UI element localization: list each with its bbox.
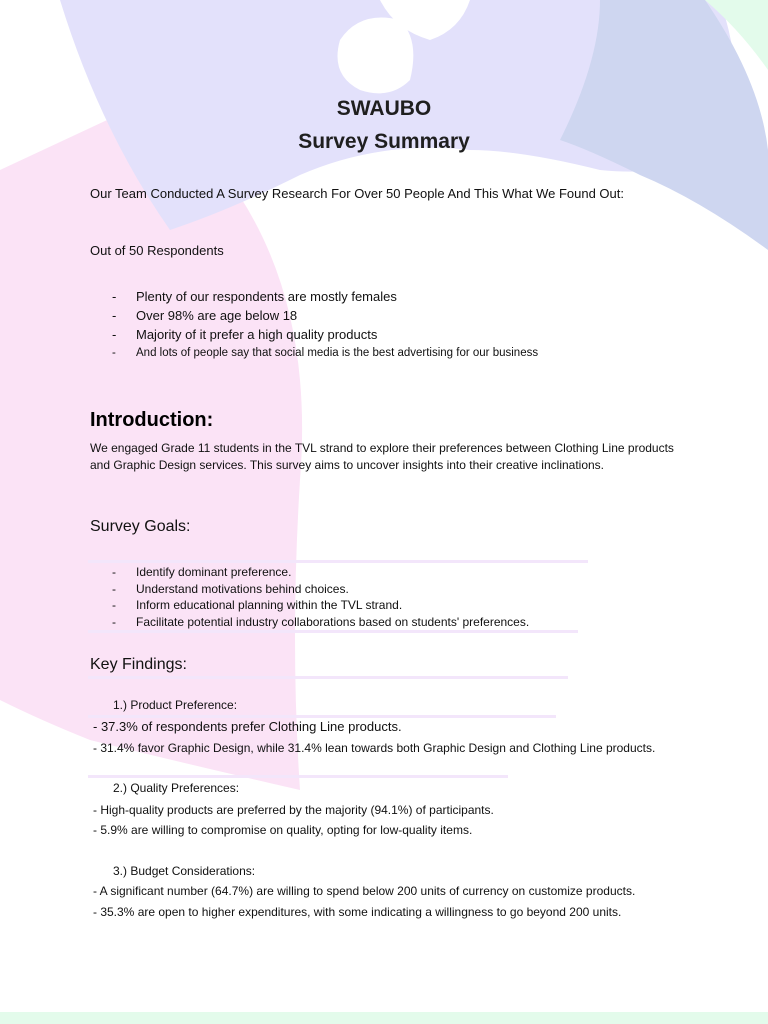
key-findings-heading: Key Findings: xyxy=(90,656,187,673)
list-item: - And lots of people say that social media is the best advertising for our business xyxy=(108,344,538,363)
list-item: - Plenty of our respondents are mostly females xyxy=(108,287,538,306)
finding-line: - 35.3% are open to higher expenditures, with some indicating a willingness to go beyond 200 units. xyxy=(93,905,622,919)
respondents-heading: Out of 50 Respondents xyxy=(90,243,224,258)
finding-label: 2.) Quality Preferences: xyxy=(113,781,240,795)
list-item: - Inform educational planning within the TVL strand. xyxy=(108,597,529,614)
finding-line: - High-quality products are preferred by the majority (94.1%) of participants. xyxy=(93,803,494,817)
list-item: - Over 98% are age below 18 xyxy=(108,306,538,325)
finding-line: - A significant number (64.7%) are willing to spend below 200 units of currency on customize products. xyxy=(93,884,636,898)
finding-line: - 37.3% of respondents prefer Clothing Line products. xyxy=(93,719,402,734)
survey-goals-heading: Survey Goals: xyxy=(90,518,191,535)
list-item: - Majority of it prefer a high quality products xyxy=(108,325,538,344)
introduction-paragraph: We engaged Grade 11 students in the TVL strand to explore their preferences between Clothing Line products and Graphic Design services. This survey aims to uncover insights into their creative inclinations. xyxy=(90,441,674,472)
introduction-heading: Introduction: xyxy=(90,409,214,431)
document-subtitle: Survey Summary xyxy=(298,130,470,153)
list-item: - Identify dominant preference. xyxy=(108,564,529,581)
list-item: - Understand motivations behind choices. xyxy=(108,581,529,598)
finding-line: - 31.4% favor Graphic Design, while 31.4% lean towards both Graphic Design and Clothing Line products. xyxy=(93,741,656,755)
document-title: SWAUBO xyxy=(336,97,432,120)
finding-line: - 5.9% are willing to compromise on quality, opting for low-quality items. xyxy=(93,823,473,837)
respondents-list xyxy=(108,287,538,363)
finding-label: 3.) Budget Considerations: xyxy=(113,864,256,878)
survey-goals-list xyxy=(108,564,529,631)
list-item: - Facilitate potential industry collaborations based on students' preferences. xyxy=(108,614,529,631)
finding-label: 1.) Product Preference: xyxy=(113,698,238,712)
intro-sentence: Our Team Conducted A Survey Research For Over 50 People And This What We Found Out: xyxy=(90,186,624,201)
